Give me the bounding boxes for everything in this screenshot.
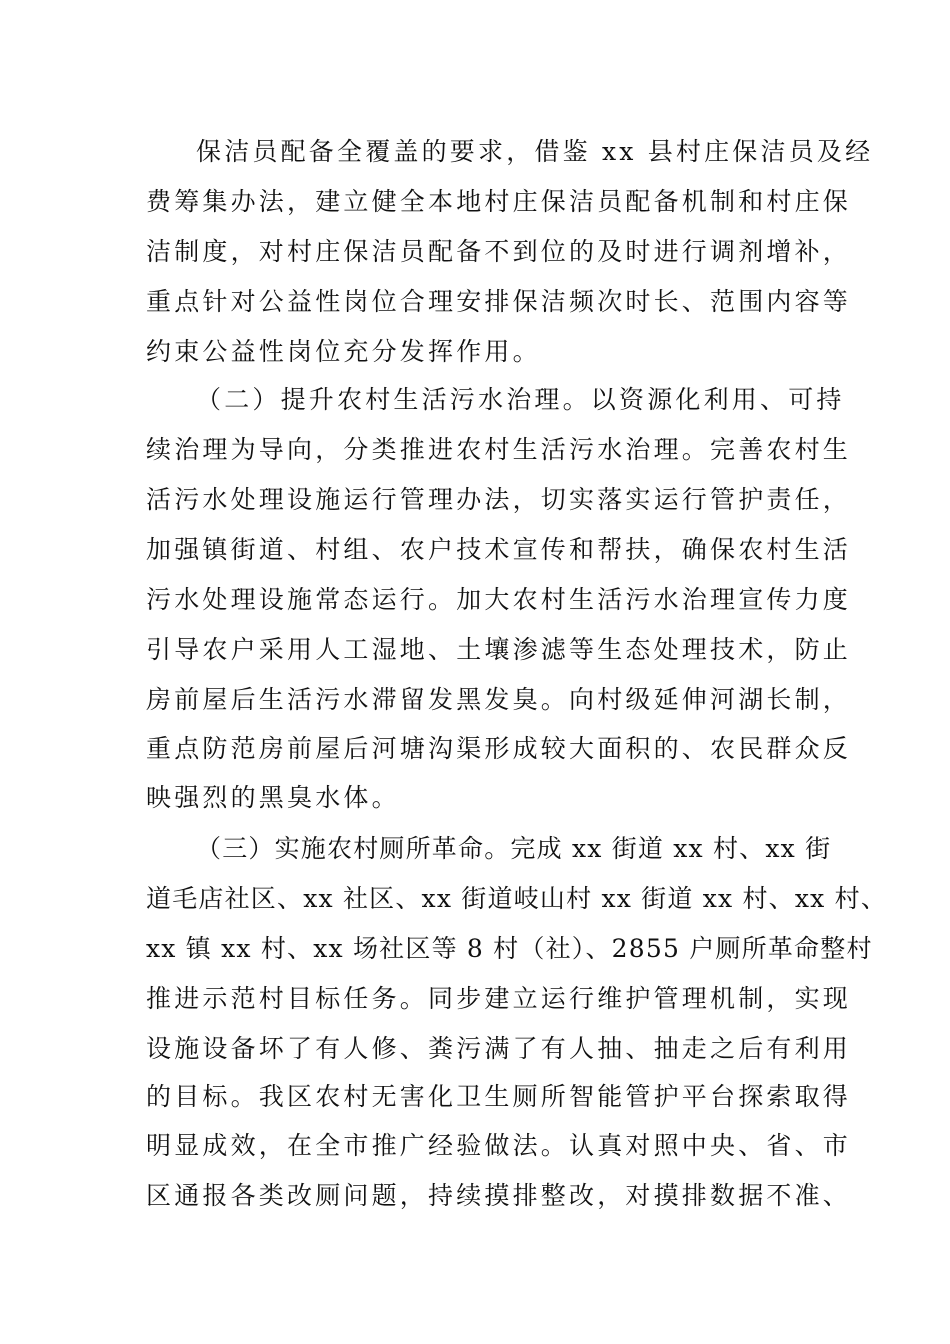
text-line: 续治理为导向，分类推进农村生活污水治理。完善农村生 (146, 435, 852, 464)
text-line: 保洁员配备全覆盖的要求，借鉴 xx 县村庄保洁员及经 (196, 137, 874, 166)
text-line: 映强烈的黑臭水体。 (146, 783, 400, 812)
text-line: 约束公益性岗位充分发挥作用。 (146, 337, 541, 366)
text-line: 加强镇街道、村组、农户技术宣传和帮扶，确保农村生活 (146, 535, 852, 564)
section-heading-line: （三）实施农村厕所革命。完成 xx 街道 xx 村、xx 街 (196, 834, 832, 863)
text-line: 道毛店社区、xx 社区、xx 街道岐山村 xx 街道 xx 村、xx 村、 (146, 884, 888, 913)
text-line: 污水处理设施常态运行。加大农村生活污水治理宣传力度 (146, 585, 852, 614)
text-line: 活污水处理设施运行管理办法，切实落实运行管护责任， (146, 485, 852, 514)
text-line: 重点防范房前屋后河塘沟渠形成较大面积的、农民群众反 (146, 734, 852, 763)
text-line: 的目标。我区农村无害化卫生厕所智能管护平台探索取得 (146, 1082, 852, 1111)
text-line: 洁制度，对村庄保洁员配备不到位的及时进行调剂增补， (146, 237, 852, 266)
text-line: 费筹集办法，建立健全本地村庄保洁员配备机制和村庄保 (146, 187, 852, 216)
section-heading-line: （二）提升农村生活污水治理。以资源化利用、可持 (196, 385, 845, 414)
text-line: 重点针对公益性岗位合理安排保洁频次时长、范围内容等 (146, 287, 852, 316)
text-line: 房前屋后生活污水滞留发黑发臭。向村级延伸河湖长制， (146, 685, 852, 714)
text-line: xx 镇 xx 村、xx 场社区等 8 村（社）、2855 户厕所革命整村 (146, 934, 873, 963)
text-line: 推进示范村目标任务。同步建立运行维护管理机制，实现 (146, 984, 852, 1013)
text-line: 引导农户采用人工湿地、土壤渗滤等生态处理技术，防止 (146, 635, 852, 664)
text-line: 设施设备坏了有人修、粪污满了有人抽、抽走之后有利用 (146, 1034, 852, 1063)
text-line: 区通报各类改厕问题，持续摸排整改，对摸排数据不准、 (146, 1181, 852, 1210)
text-line: 明显成效，在全市推广经验做法。认真对照中央、省、市 (146, 1131, 852, 1160)
